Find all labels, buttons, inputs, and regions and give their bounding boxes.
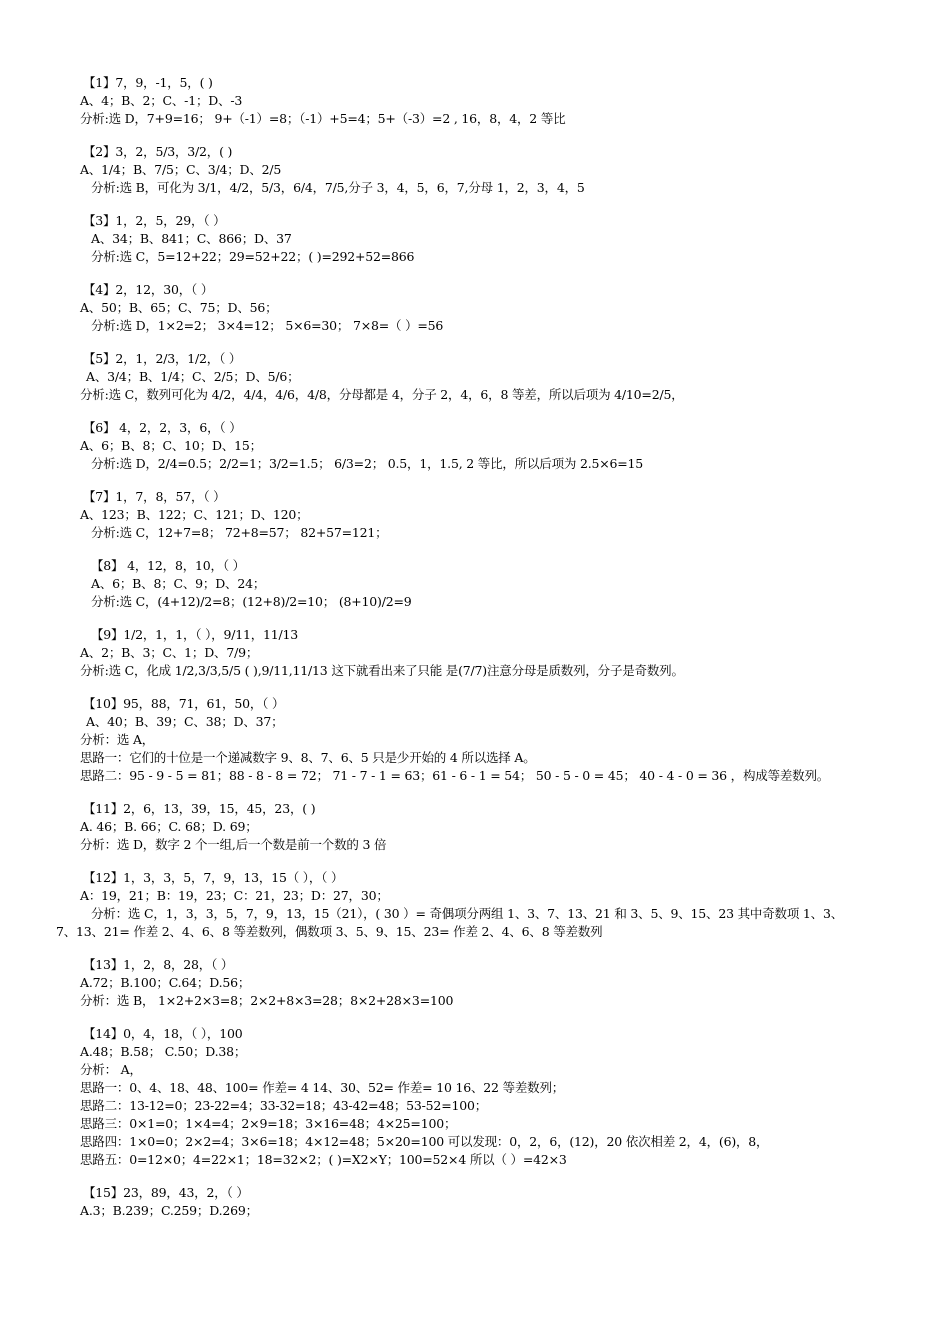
question-block-6 bbox=[0, 419, 950, 473]
analysis-line: 思路一：0、4、18、48、100= 作差= 4 14、30、52= 作差= 10 16、22 等差数列； bbox=[80, 1080, 565, 1095]
answer-options: A、3/4；B、1/4；C、2/5；D、5/6； bbox=[86, 369, 300, 384]
analysis-line: 思路二：13-12=0；23-22=4；33-32=18；43-42=48；53-52=100； bbox=[80, 1098, 488, 1113]
question-header: 【1】7，9，-1，5，( ) bbox=[83, 75, 213, 90]
analysis-line: 分析：选 C，1，3，3，5，7，9，13，15（21），( 30 ）= 奇偶项分两组 1、3、7、13、21 和 3、5、9、15、23 其中奇数项 1、3、 bbox=[91, 906, 844, 921]
question-header: 【5】2，1，2/3，1/2，（ ） bbox=[83, 351, 242, 366]
question-header: 【2】3，2，5/3，3/2，( ) bbox=[83, 144, 233, 159]
answer-options: A、123；B、122；C、121；D、120； bbox=[80, 507, 309, 522]
question-header: 【13】1，2，8，28，（ ） bbox=[83, 957, 234, 972]
answer-options: A.48；B.58； C.50；D.38； bbox=[80, 1044, 247, 1059]
question-header: 【11】2，6，13，39，15，45，23，( ) bbox=[83, 801, 316, 816]
question-header: 【14】0，4，18，（ ），100 bbox=[83, 1026, 243, 1041]
answer-options: A、40；B、39；C、38；D、37； bbox=[86, 714, 284, 729]
question-block-11 bbox=[0, 800, 950, 854]
question-block-12 bbox=[0, 869, 950, 941]
answer-options: A、4；B、2；C、-1；D、-3 bbox=[80, 93, 243, 108]
analysis-line: 分析:选 D，1×2=2； 3×4=12； 5×6=30； 7×8=（ ）=56 bbox=[91, 318, 444, 333]
analysis-line: 分析：选 A， bbox=[80, 732, 155, 747]
question-header: 【4】2，12，30，（ ） bbox=[83, 282, 214, 297]
document-body bbox=[0, 74, 950, 1235]
question-block-2 bbox=[0, 143, 950, 197]
answer-options: A、50；B、65；C、75；D、56； bbox=[80, 300, 278, 315]
analysis-line: 思路五：0=12×0；4=22×1；18=32×2；( )=X2×Y；100=52×4 所以（ ）=42×3 bbox=[80, 1152, 567, 1167]
analysis-line: 分析：选 B， 1×2+2×3=8；2×2+8×3=28；8×2+28×3=100 bbox=[80, 993, 454, 1008]
question-block-8 bbox=[0, 557, 950, 611]
question-block-1 bbox=[0, 74, 950, 128]
question-header: 【15】23，89，43，2，（ ） bbox=[83, 1185, 249, 1200]
analysis-line: 思路四：1×0=0；2×2=4；3×6=18；4×12=48；5×20=100 可以发现：0，2，6，(12)，20 依次相差 2，4，(6)，8， bbox=[80, 1134, 769, 1149]
answer-options: A.3；B.239；C.259；D.269； bbox=[80, 1203, 258, 1218]
analysis-line: 思路一：它们的十位是一个递减数字 9、8、7、6、5 只是少开始的 4 所以选择 A。 bbox=[80, 750, 536, 765]
question-header: 【3】1，2，5，29，（ ） bbox=[83, 213, 226, 228]
answer-options: A、6；B、8；C、10；D、15； bbox=[80, 438, 262, 453]
analysis-line: 思路三：0×1=0；1×4=4；2×9=18；3×16=48；4×25=100； bbox=[80, 1116, 457, 1131]
answer-options: A、2；B、3；C、1；D、7/9； bbox=[80, 645, 259, 660]
question-header: 【8】 4，12，8，10，（ ） bbox=[91, 558, 245, 573]
question-block-3 bbox=[0, 212, 950, 266]
answer-options: A：19，21；B：19，23；C：21，23；D：27，30； bbox=[80, 888, 389, 903]
answer-options: A. 46；B. 66；C. 68；D. 69； bbox=[80, 819, 258, 834]
analysis-line: 分析:选 C，12+7=8； 72+8=57； 82+57=121； bbox=[91, 525, 388, 540]
question-block-7 bbox=[0, 488, 950, 542]
question-header: 【6】 4，2，2，3，6，（ ） bbox=[83, 420, 242, 435]
question-header: 【7】1，7，8，57，（ ） bbox=[83, 489, 226, 504]
question-block-9 bbox=[0, 626, 950, 680]
question-header: 【10】95，88，71，61，50，（ ） bbox=[83, 696, 285, 711]
analysis-line: 分析:选 C，化成 1/2,3/3,5/5 ( ),9/11,11/13 这下就看出来了只能 是(7/7)注意分母是质数列，分子是奇数列。 bbox=[80, 663, 684, 678]
analysis-line: 分析：选 D，数字 2 个一组,后一个数是前一个数的 3 倍 bbox=[80, 837, 387, 852]
answer-options: A、6；B、8；C、9；D、24； bbox=[91, 576, 266, 591]
question-header: 【9】1/2，1，1，（ ），9/11，11/13 bbox=[91, 627, 299, 642]
analysis-line: 思路二：95 - 9 - 5 = 81；88 - 8 - 8 = 72； 71 - 7 - 1 = 63；61 - 6 - 1 = 54； 50 - 5 - 0 = 45； 40 - 4 - 0 = 36 ，构成等差数列。 bbox=[80, 768, 830, 783]
answer-options: A、1/4；B、7/5；C、3/4；D、2/5 bbox=[80, 162, 282, 177]
analysis-line: 分析:选 D，2/4=0.5；2/2=1；3/2=1.5； 6/3=2； 0.5，1，1.5, 2 等比，所以后项为 2.5×6=15 bbox=[91, 456, 644, 471]
analysis-line: 分析:选 D，7+9=16； 9+（-1）=8；（-1）+5=4；5+（-3）=2 , 16，8，4，2 等比 bbox=[80, 111, 566, 126]
analysis-line: 分析:选 B，可化为 3/1，4/2，5/3，6/4，7/5,分子 3，4，5，6，7,分母 1，2，3，4，5 bbox=[91, 180, 585, 195]
question-header: 【12】1，3，3，5，7，9，13，15（ ），（ ） bbox=[83, 870, 344, 885]
analysis-line: 7、13、21= 作差 2、4、6、8 等差数列，偶数项 3、5、9、15、23= 作差 2、4、6、8 等差数列 bbox=[56, 924, 603, 939]
analysis-line: 分析:选 C，数列可化为 4/2，4/4，4/6，4/8，分母都是 4，分子 2，4，6，8 等差，所以后项为 4/10=2/5， bbox=[80, 387, 684, 402]
analysis-line: 分析： A， bbox=[80, 1062, 142, 1077]
analysis-line: 分析:选 C，(4+12)/2=8；(12+8)/2=10； (8+10)/2=9 bbox=[91, 594, 412, 609]
analysis-line: 分析:选 C，5=12+22；29=52+22；( )=292+52=866 bbox=[91, 249, 415, 264]
question-block-10 bbox=[0, 695, 950, 785]
question-block-15 bbox=[0, 1184, 950, 1220]
question-block-4 bbox=[0, 281, 950, 335]
question-block-14 bbox=[0, 1025, 950, 1169]
question-block-13 bbox=[0, 956, 950, 1010]
answer-options: A、34；B、841；C、866；D、37 bbox=[91, 231, 292, 246]
question-block-5 bbox=[0, 350, 950, 404]
answer-options: A.72；B.100；C.64；D.56； bbox=[80, 975, 251, 990]
